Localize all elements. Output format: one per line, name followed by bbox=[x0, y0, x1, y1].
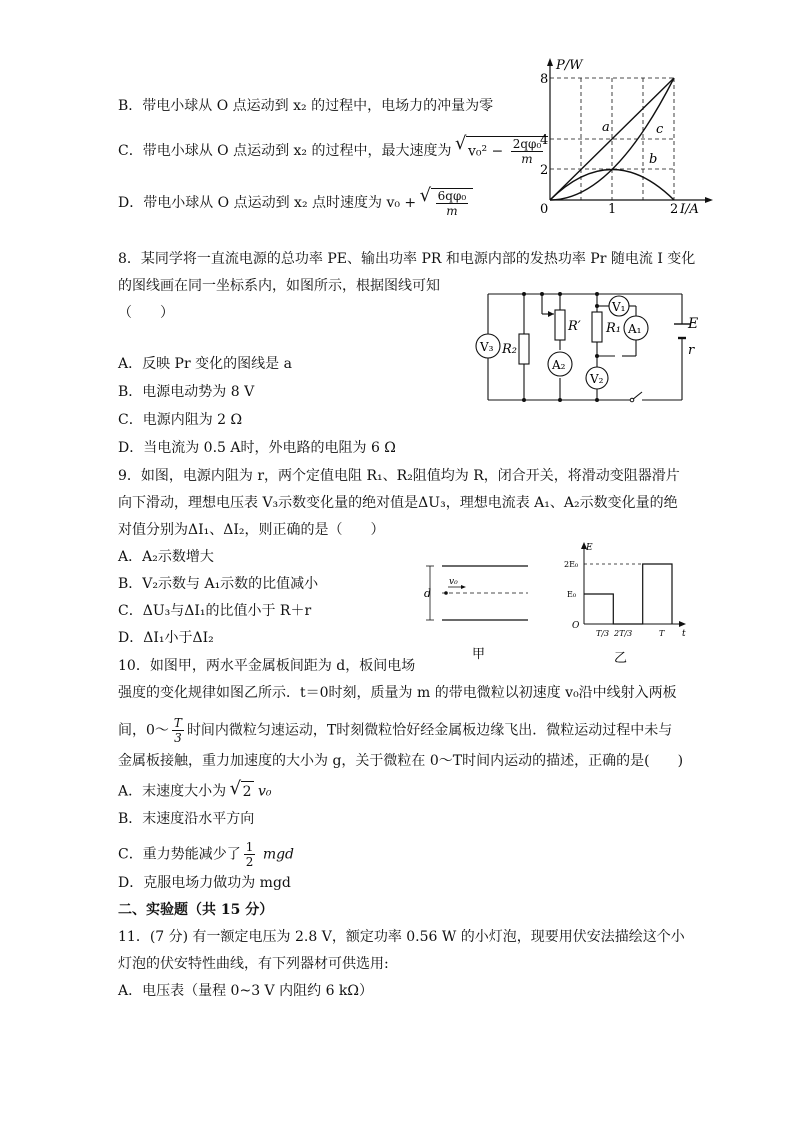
q9-stem-line2: 向下滑动，理想电压表 V₃示数变化量的绝对值是ΔU₃，理想电流表 A₁、A₂示数变化量的绝 bbox=[118, 495, 678, 511]
svg-text:R₂: R₂ bbox=[502, 342, 517, 357]
svg-text:V₃: V₃ bbox=[480, 340, 494, 354]
svg-text:E₀: E₀ bbox=[567, 590, 577, 599]
q10-stem-line2: 强度的变化规律如图乙所示．t＝0时刻，质量为 m 的带电微粒以初速度 v₀沿中线射入两板 bbox=[118, 685, 677, 701]
figure-yi-caption: 乙 bbox=[614, 651, 628, 666]
q10-option-c: C．重力势能减少了 $\frac{1}{2}$ mgd bbox=[118, 840, 295, 869]
q10-option-a: A．末速度大小为 √ 2 v₀ bbox=[118, 781, 271, 802]
q9-option-b: B．V₂示数与 A₁示数的比值减小 bbox=[118, 576, 319, 592]
q7-option-d: D．带电小球从 O 点运动到 x₂ 点时速度为 v₀ + √ $\frac{\text{6qφ₀}}{m}$ bbox=[118, 188, 473, 218]
q10-stem-line1: 10．如图甲，两水平金属板间距为 d，板间电场 bbox=[118, 658, 416, 674]
graph-xtick-0: 0 bbox=[540, 202, 549, 215]
svg-text:T/3: T/3 bbox=[596, 629, 610, 638]
q11-option-a: A．电压表（量程 0~3 V 内阻约 6 kΩ） bbox=[118, 983, 374, 999]
curve-label-a: a bbox=[602, 120, 610, 135]
curve-label-b: b bbox=[649, 152, 658, 167]
graph-ytick-2: 2 bbox=[540, 163, 549, 178]
graph-xtick-1: 1 bbox=[608, 202, 617, 215]
svg-text:t: t bbox=[682, 629, 686, 639]
q7-option-b: B．带电小球从 O 点运动到 x₂ 的过程中，电场力的冲量为零 bbox=[118, 98, 494, 114]
circuit-diagram bbox=[470, 282, 700, 407]
graph-ytick-4: 4 bbox=[540, 133, 549, 148]
svg-text:T: T bbox=[659, 629, 665, 638]
q10-stem-line3: 间，0～ $\frac{T}{3}$ 时间内微粒匀速运动，T时刻微粒恰好经金属板边缘飞出．微粒运动过程中未与 bbox=[118, 716, 673, 745]
section-title-experiment: 二、实验题（共 15 分） bbox=[118, 902, 274, 918]
q8-option-b: B．电源电动势为 8 V bbox=[118, 384, 255, 400]
q8-paren: （ ） bbox=[118, 305, 174, 321]
svg-text:R₁: R₁ bbox=[606, 321, 621, 336]
q9-option-d: D．ΔI₁小于ΔI₂ bbox=[118, 630, 214, 646]
svg-text:v₀: v₀ bbox=[449, 577, 458, 587]
svg-text:R′: R′ bbox=[568, 319, 581, 334]
q11-stem-line2: 灯泡的伏安特性曲线，有下列器材可供选用: bbox=[118, 956, 389, 972]
q9-stem-line1: 9．如图，电源内阻为 r，两个定值电阻 R₁、R₂阻值均为 R，闭合开关，将滑动变阻器滑片 bbox=[118, 468, 680, 484]
q8-stem-line1: 8．某同学将一直流电源的总功率 PE、输出功率 PR 和电源内部的发热功率 Pr 随电流 I 变化 bbox=[118, 251, 696, 267]
svg-text:A₂: A₂ bbox=[552, 358, 566, 372]
svg-text:2T/3: 2T/3 bbox=[614, 629, 633, 638]
q8-option-a: A．反映 Pr 变化的图线是 a bbox=[118, 356, 292, 372]
q11-stem-line1: 11．(7 分) 有一额定电压为 2.8 V，额定功率 0.56 W 的小灯泡，现要用伏安法描绘这个小 bbox=[118, 929, 685, 945]
graph-xtick-2: 2 bbox=[670, 202, 679, 215]
figure-jia-caption: 甲 bbox=[472, 647, 486, 662]
svg-text:E: E bbox=[586, 543, 593, 553]
figure-yi-field-line bbox=[584, 564, 672, 624]
q8-option-d: D．当电流为 0.5 A时，外电路的电阻为 6 Ω bbox=[118, 440, 396, 456]
q8-option-c: C．电源内阻为 2 Ω bbox=[118, 412, 243, 428]
svg-text:V₂: V₂ bbox=[590, 372, 604, 386]
curve-label-c: c bbox=[656, 122, 664, 137]
q9-option-a: A．A₂示数增大 bbox=[118, 549, 214, 565]
power-current-graph bbox=[520, 55, 720, 215]
figure-jia-plates bbox=[420, 556, 545, 666]
q10-stem-line4: 金属板接触，重力加速度的大小为 g，关于微粒在 0～T时间内运动的描述，正确的是( ) bbox=[118, 753, 684, 769]
q8-stem-line2: 的图线画在同一坐标系内，如图所示，根据图线可知 bbox=[118, 278, 440, 294]
svg-text:A₁: A₁ bbox=[628, 322, 642, 336]
q10-option-d: D．克服电场力做功为 mgd bbox=[118, 875, 291, 891]
graph-ytick-8: 8 bbox=[540, 72, 549, 87]
q7-d-sqrt: √ $\frac{\text{6qφ₀}}{m}$ bbox=[431, 188, 474, 218]
svg-text:O: O bbox=[572, 621, 580, 631]
svg-text:r: r bbox=[688, 343, 695, 358]
q7-option-c: C．带电小球从 O 点运动到 x₂ 的过程中，最大速度为 √ v₀² − $\frac{\text{2qφ₀}}{m}$ bbox=[118, 136, 548, 166]
svg-text:V₁: V₁ bbox=[612, 300, 626, 314]
q10-option-b: B．末速度沿水平方向 bbox=[118, 811, 255, 827]
svg-text:E: E bbox=[688, 316, 699, 332]
q9-stem-line3: 对值分别为ΔI₁、ΔI₂，则正确的是（ ） bbox=[118, 522, 385, 538]
graph-ylabel: P/W bbox=[556, 58, 583, 73]
graph-xlabel: I/A bbox=[680, 202, 699, 215]
q7-c-sqrt: √ v₀² − $\frac{\text{2qφ₀}}{m}$ bbox=[466, 136, 548, 166]
figure-yi-e-t-graph bbox=[556, 538, 696, 668]
svg-text:d: d bbox=[424, 587, 432, 600]
q9-option-c: C．ΔU₃与ΔI₁的比值小于 R＋r bbox=[118, 603, 312, 619]
svg-text:2E₀: 2E₀ bbox=[564, 560, 579, 569]
